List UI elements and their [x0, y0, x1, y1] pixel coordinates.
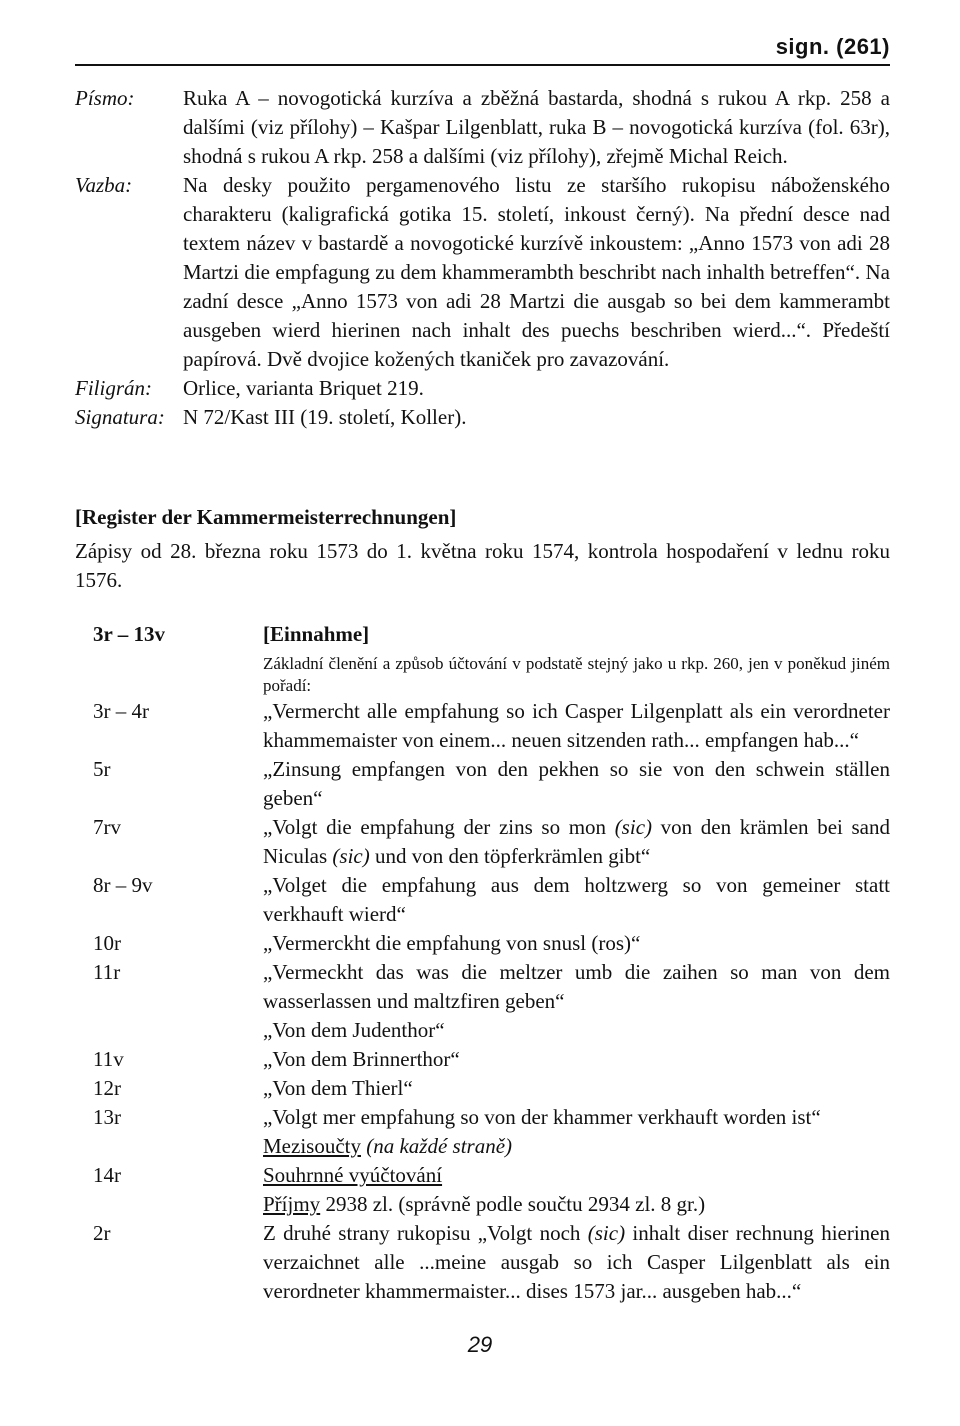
folio-range: 3r – 13v	[93, 622, 165, 646]
folio-range: 11v	[93, 1047, 124, 1071]
folio-range: 3r – 4r	[93, 699, 149, 723]
entry-text: „Volgt die empfahung der zins so mon	[263, 815, 615, 839]
subtotals-label: Mezisoučty	[263, 1134, 361, 1158]
meta-value: Na desky použito pergamenového listu ze staršího rukopisu náboženského charakteru (kaligrafická gotika 15. století, inkoust černý). Na přední desce nad textem název v bastardě a novogotické kurzívě inkoustem: „Anno 1573 von adi 28 Martzi die empfagung zu dem khammerambth beschribt nach inhalth betreffen“. Na zadní desce „Anno 1573 von adi 28 Martzi die ausgab so bei dem kammerambt ausgeben wierd hierinen nach inhalt des puechs beschriben wierd...“. Předeští papírová. Dvě dvojice kožených tkaniček pro zavazování.	[183, 173, 890, 371]
contents-table	[93, 620, 890, 1306]
toc-entry: „Volget die empfahung aus dem holtzwerg so von gemeiner statt verkhauft wierd“	[263, 873, 890, 926]
toc-entry	[263, 1132, 890, 1161]
toc-row	[93, 958, 890, 1016]
entry-heading: [Einnahme]	[263, 622, 370, 646]
toc-row	[93, 620, 890, 697]
folio-range	[93, 1132, 263, 1161]
section-description: Zápisy od 28. března roku 1573 do 1. května roku 1574, kontrola hospodaření v lednu roku 1576.	[75, 539, 890, 592]
sic-mark: (sic)	[587, 1221, 626, 1245]
toc-row	[93, 813, 890, 871]
page-header	[75, 28, 890, 66]
entry-text: Z druhé strany rukopisu „Volgt noch	[263, 1221, 588, 1245]
toc-entry: „Von dem Brinnerthor“	[263, 1047, 460, 1071]
meta-label: Vazba:	[75, 173, 133, 197]
toc-row	[93, 1190, 890, 1219]
toc-row	[93, 1016, 890, 1045]
toc-entry: „Vermercht alle empfahung so ich Casper Lilgenplatt als ein verordneter khammemaister von einem... neuen sitzenden rath... empfangen hab...“	[263, 699, 890, 752]
toc-row	[93, 1103, 890, 1132]
toc-entry: „Von dem Thierl“	[263, 1076, 413, 1100]
toc-row	[93, 929, 890, 958]
folio-range: 5r	[93, 757, 111, 781]
toc-entry: „Vermeckht das was die meltzer umb die zaihen so man von dem wasserlassen und maltzfiren geben“	[263, 960, 890, 1013]
toc-entry: „Vermerckht die empfahung von snusl (ros)“	[263, 931, 641, 955]
toc-row	[93, 1132, 890, 1161]
folio-range: 11r	[93, 960, 121, 984]
toc-row	[93, 755, 890, 813]
toc-row	[93, 871, 890, 929]
entry-note: (na každé straně)	[360, 1134, 513, 1158]
toc-entry	[263, 1161, 890, 1190]
meta-label: Signatura:	[75, 405, 165, 429]
page-number: 29	[467, 1332, 493, 1357]
meta-row-script	[75, 84, 890, 171]
folio-range: 10r	[93, 931, 121, 955]
meta-row-watermark	[75, 374, 890, 403]
summary-label: Souhrnné vyúčtování	[263, 1163, 443, 1187]
folio-range: 14r	[93, 1163, 121, 1187]
toc-entry: „Zinsung empfangen von den pekhen so sie von den schwein ställen geben“	[263, 757, 890, 810]
signature-label: sign. (261)	[775, 34, 890, 59]
meta-value: N 72/Kast III (19. století, Koller).	[183, 405, 467, 429]
folio-range: 8r – 9v	[93, 873, 153, 897]
entry-note: Základní členění a způsob účtování v podstatě stejný jako u rkp. 260, jen v poněkud jiném pořadí:	[263, 654, 890, 695]
entry-text: von den krämlen bei sand Niculas	[263, 815, 890, 868]
entry-text: 2938 zl. (správně podle součtu 2934 zl. 8 gr.)	[320, 1192, 706, 1216]
section-title: [Register der Kammermeisterrechnungen]	[75, 505, 457, 529]
toc-row	[93, 1161, 890, 1190]
sic-mark: (sic)	[332, 844, 370, 868]
toc-row	[93, 1045, 890, 1074]
folio-range	[93, 1016, 263, 1045]
toc-entry	[263, 1190, 890, 1219]
meta-label: Filigrán:	[75, 376, 152, 400]
meta-row-binding	[75, 171, 890, 374]
toc-entry	[263, 620, 890, 697]
metadata-block	[75, 84, 890, 432]
toc-entry: „Von dem Judenthor“	[263, 1018, 445, 1042]
folio-range	[93, 1190, 263, 1219]
folio-range: 2r	[93, 1221, 111, 1245]
entry-text: inhalt diser rechnung hierinen verzaichnet alle ...meine ausgab so ich Casper Lilgenblatt als ein verordneter khammermaister... dises 1573 jar... ausgeben hab...“	[263, 1221, 890, 1303]
income-label: Příjmy	[263, 1192, 321, 1216]
toc-entry: „Volgt mer empfahung so von der khammer verkhauft worden ist“	[263, 1105, 821, 1129]
folio-range: 12r	[93, 1076, 121, 1100]
meta-value: Orlice, varianta Briquet 219.	[183, 376, 424, 400]
toc-entry	[263, 1219, 890, 1306]
meta-row-shelfmark	[75, 403, 890, 432]
folio-range: 13r	[93, 1105, 121, 1129]
toc-row	[93, 1219, 890, 1306]
sic-mark: (sic)	[614, 815, 653, 839]
toc-row	[93, 697, 890, 755]
meta-label: Písmo:	[75, 86, 135, 110]
toc-entry	[263, 813, 890, 871]
toc-row	[93, 1074, 890, 1103]
meta-value: Ruka A – novogotická kurzíva a zběžná bastarda, shodná s rukou A rkp. 258 a dalšími (viz přílohy) – Kašpar Lilgenblatt, ruka B – novogotická kurzíva (fol. 63r), shodná s rukou A rkp. 258 a dalšími (viz přílohy), zřejmě Michal Reich.	[183, 86, 890, 168]
folio-range: 7rv	[93, 815, 121, 839]
entry-text: und von den töpferkrämlen gibt“	[369, 844, 651, 868]
